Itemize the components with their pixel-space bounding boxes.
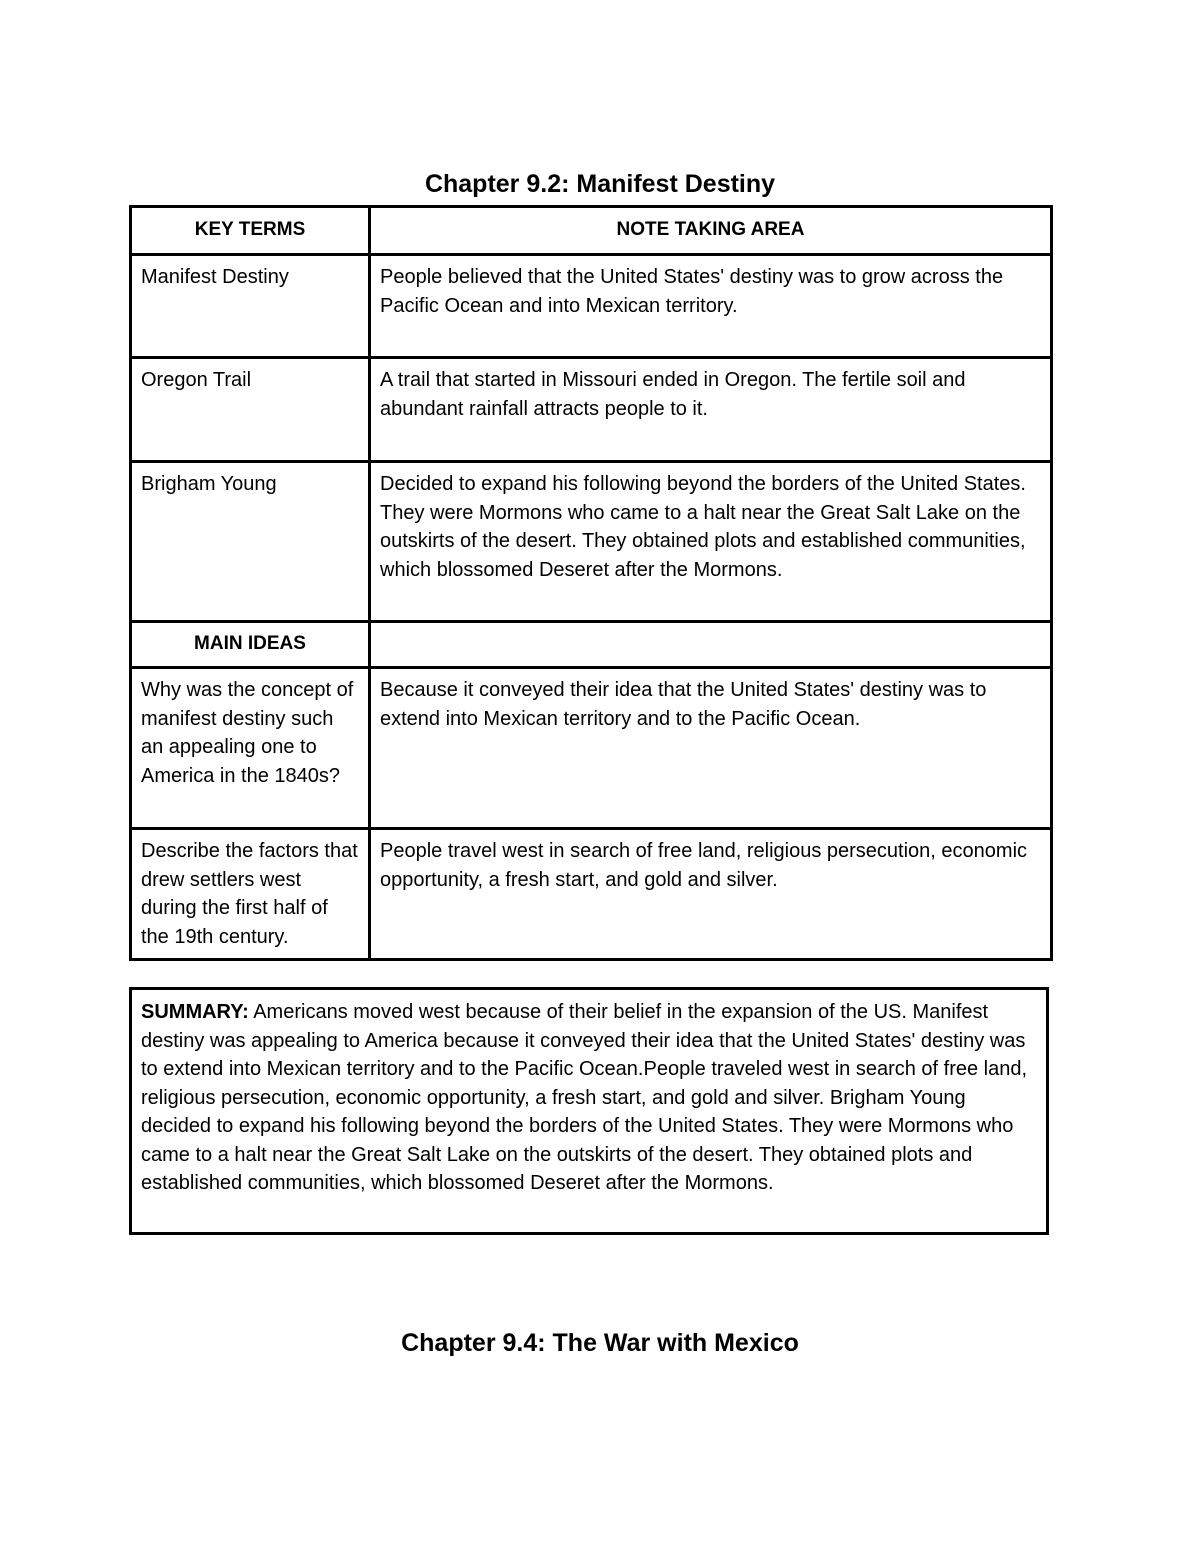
answer-cell: Because it conveyed their idea that the United States' destiny was to extend into Mexican territory and to the Pacific Ocean.	[370, 668, 1052, 829]
notes-table	[129, 205, 1053, 961]
summary-box	[129, 987, 1049, 1235]
chapter-title: Chapter 9.4: The War with Mexico	[401, 1329, 799, 1357]
main-ideas-header-row	[131, 622, 1052, 668]
table-row	[131, 668, 1052, 829]
question-cell: Why was the concept of manifest destiny such an appealing one to America in the 1840s?	[131, 668, 370, 829]
question-cell: Describe the factors that drew settlers west during the first half of the 19th century.	[131, 829, 370, 960]
key-term-cell: Brigham Young	[131, 462, 370, 622]
answer-cell: People travel west in search of free land, religious persecution, economic opportunity, a fresh start, and gold and silver.	[370, 829, 1052, 960]
note-cell: A trail that started in Missouri ended in Oregon. The fertile soil and abundant rainfall attracts people to it.	[370, 358, 1052, 462]
chapter-title: Chapter 9.2: Manifest Destiny	[424, 170, 776, 198]
summary-text: Americans moved west because of their belief in the expansion of the US. Manifest destiny was appealing to America because it conveyed their idea that the United States' destiny was to extend into Mexican territory and to the Pacific Ocean.People traveled west in search of free land, religious persecution, economic opportunity, a fresh start, and gold and silver. Brigham Young decided to expand his following beyond the borders of the United States. They were Mormons who came to a halt near the Great Salt Lake on the outskirts of the desert. They obtained plots and established communities, which blossomed Deseret after the Mormons.	[141, 1001, 1028, 1194]
table-row	[131, 358, 1052, 462]
key-term-cell: Oregon Trail	[131, 358, 370, 462]
table-row	[131, 255, 1052, 358]
note-taking-header: NOTE TAKING AREA	[370, 207, 1052, 255]
table-row	[131, 462, 1052, 622]
note-cell: Decided to expand his following beyond the borders of the United States. They were Mormons who came to a halt near the Great Salt Lake on the outskirts of the desert. They obtained plots and established communities, which blossomed Deseret after the Mormons.	[370, 462, 1052, 622]
key-terms-header: KEY TERMS	[131, 207, 370, 255]
table-row	[131, 829, 1052, 960]
key-term-cell: Manifest Destiny	[131, 255, 370, 358]
table-header-row	[131, 207, 1052, 255]
main-ideas-header: MAIN IDEAS	[131, 622, 370, 668]
note-cell: People believed that the United States' destiny was to grow across the Pacific Ocean and into Mexican territory.	[370, 255, 1052, 358]
empty-cell	[370, 622, 1052, 668]
summary-label: SUMMARY:	[141, 1001, 249, 1023]
